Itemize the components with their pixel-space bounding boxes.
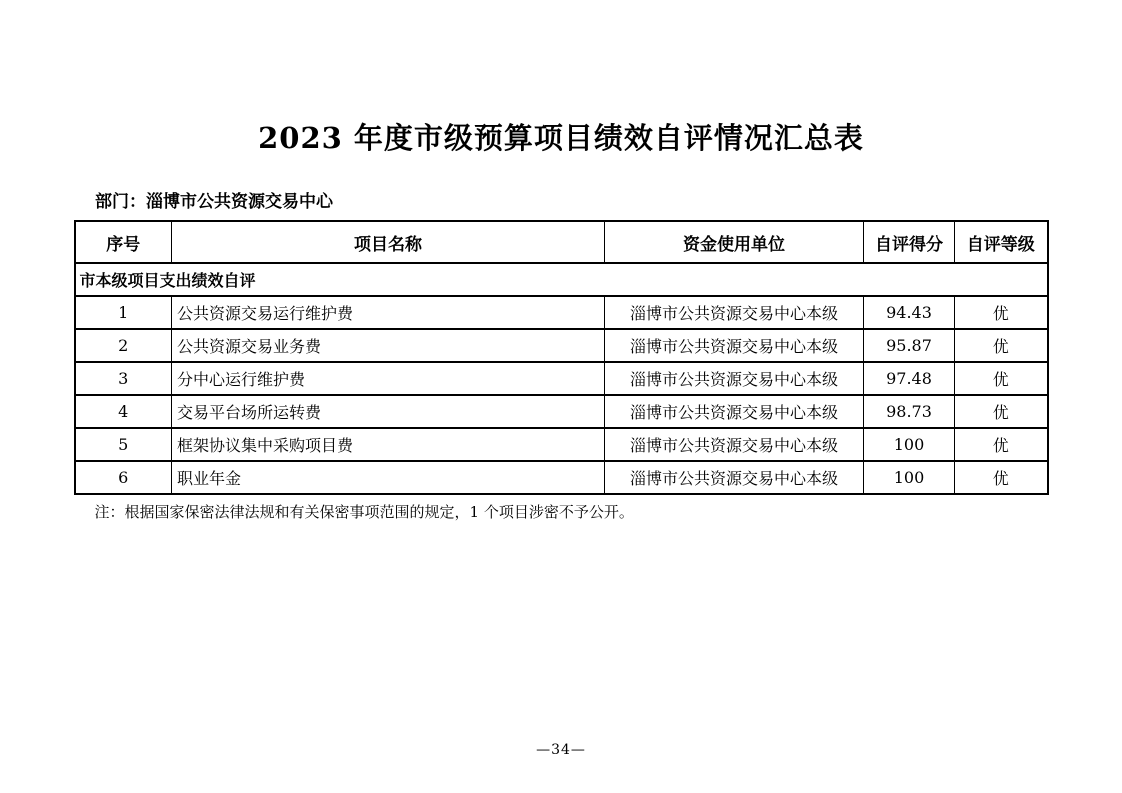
row-grade: 优: [955, 461, 1048, 494]
page-number: —34—: [536, 742, 586, 758]
page-title: 2023 年度市级预算项目绩效自评情况汇总表: [258, 121, 864, 155]
row-project: 交易平台场所运转费: [172, 395, 605, 428]
table-row: [75, 395, 1048, 428]
table-row: [75, 296, 1048, 329]
row-grade: 优: [955, 362, 1048, 395]
row-project: 职业年金: [172, 461, 605, 494]
row-score: 98.73: [864, 395, 955, 428]
row-seq-no: 1: [75, 296, 172, 329]
table-row: [75, 461, 1048, 494]
row-seq-no: 6: [75, 461, 172, 494]
row-fund-unit: 淄博市公共资源交易中心本级: [605, 428, 864, 461]
row-project: 公共资源交易业务费: [172, 329, 605, 362]
header-grade: 自评等级: [955, 221, 1048, 263]
row-fund-unit: 淄博市公共资源交易中心本级: [605, 395, 864, 428]
row-fund-unit: 淄博市公共资源交易中心本级: [605, 461, 864, 494]
row-score: 95.87: [864, 329, 955, 362]
row-project: 分中心运行维护费: [172, 362, 605, 395]
row-project: 框架协议集中采购项目费: [172, 428, 605, 461]
row-score: 94.43: [864, 296, 955, 329]
section-title: 市本级项目支出绩效自评: [75, 263, 1048, 296]
row-grade: 优: [955, 296, 1048, 329]
row-project: 公共资源交易运行维护费: [172, 296, 605, 329]
table-row: [75, 362, 1048, 395]
row-grade: 优: [955, 428, 1048, 461]
row-fund-unit: 淄博市公共资源交易中心本级: [605, 296, 864, 329]
summary-table: [74, 220, 1049, 495]
department-line: 部门：淄博市公共资源交易中心: [95, 192, 333, 212]
row-fund-unit: 淄博市公共资源交易中心本级: [605, 329, 864, 362]
header-seq-no: 序号: [75, 221, 172, 263]
row-score: 97.48: [864, 362, 955, 395]
row-fund-unit: 淄博市公共资源交易中心本级: [605, 362, 864, 395]
row-seq-no: 4: [75, 395, 172, 428]
header-fund-unit: 资金使用单位: [605, 221, 864, 263]
header-score: 自评得分: [864, 221, 955, 263]
header-project: 项目名称: [172, 221, 605, 263]
table-row: [75, 428, 1048, 461]
row-seq-no: 2: [75, 329, 172, 362]
row-seq-no: 5: [75, 428, 172, 461]
row-grade: 优: [955, 395, 1048, 428]
row-grade: 优: [955, 329, 1048, 362]
section-row: [75, 263, 1048, 296]
row-score: 100: [864, 428, 955, 461]
note-text: 注：根据国家保密法律法规和有关保密事项范围的规定，1 个项目涉密不予公开。: [94, 503, 634, 521]
table-row: [75, 329, 1048, 362]
row-score: 100: [864, 461, 955, 494]
row-seq-no: 3: [75, 362, 172, 395]
table-header-row: [75, 221, 1048, 263]
